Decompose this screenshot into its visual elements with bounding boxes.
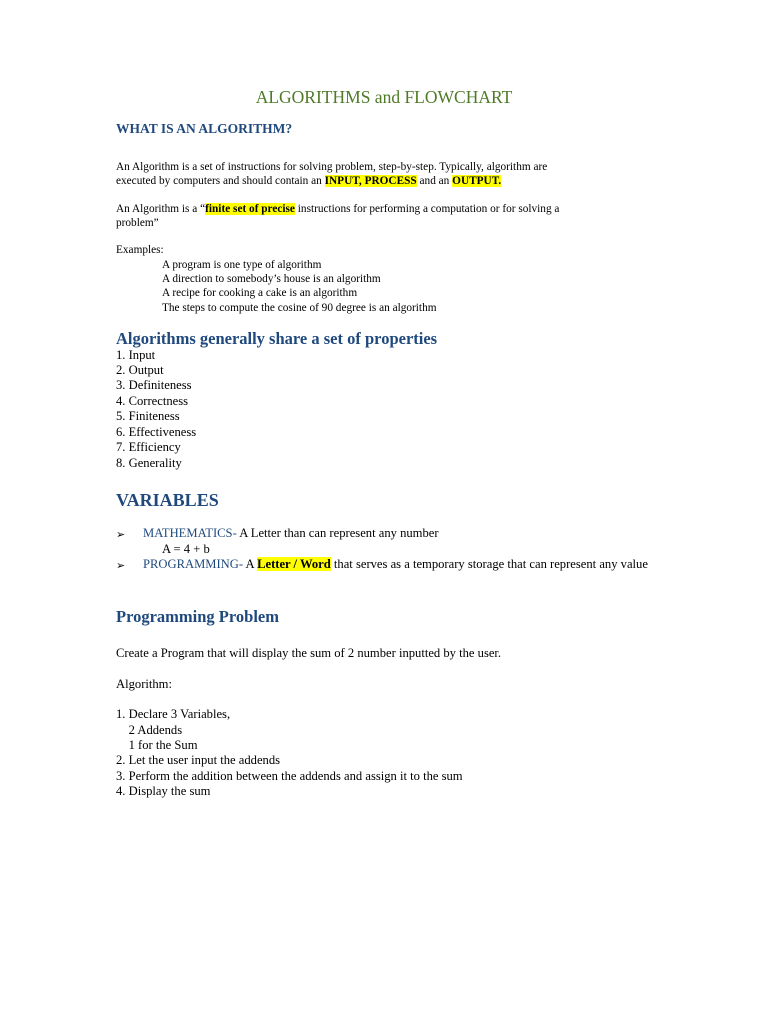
property-item: 6. Effectiveness [116, 425, 197, 439]
definition-text-and: and an [416, 175, 453, 187]
heading-programming-problem: Programming Problem [116, 607, 279, 626]
math-label: MATHEMATICS- [143, 526, 237, 540]
definition-text: executed by computers and should contain an [116, 175, 325, 187]
example-item: A recipe for cooking a cake is an algorithm [162, 287, 358, 299]
math-example: A = 4 + b [162, 542, 210, 556]
bullet-arrow-icon: ➢ [116, 529, 126, 541]
highlight-output: OUTPUT. [452, 175, 502, 187]
prog-pre: A [243, 557, 258, 571]
page-title: ALGORITHMS and FLOWCHART [255, 87, 513, 107]
definition-2-line-1 [116, 202, 559, 217]
variable-prog-line [143, 557, 651, 572]
math-text: A Letter than can represent any number [236, 526, 439, 540]
property-item: 8. Generality [116, 456, 182, 470]
algorithm-step: 4. Display the sum [116, 784, 211, 798]
highlight-input-process: INPUT, PROCESS [324, 175, 417, 187]
bullet-arrow-icon: ➢ [116, 560, 126, 572]
algorithm-step: 2 Addends [116, 723, 183, 737]
property-item: 2. Output [116, 363, 164, 377]
example-item: A direction to somebody’s house is an algorithm [162, 273, 381, 285]
definition-2-rest: instructions for performing a computation or for solving a [294, 203, 560, 215]
algorithm-step: 2. Let the user input the addends [116, 753, 281, 767]
property-item: 7. Efficiency [116, 440, 181, 454]
algorithm-step: 3. Perform the addition between the addends and assign it to the sum [116, 769, 463, 783]
definition-2-text: An Algorithm is a “ [116, 203, 206, 215]
problem-statement: Create a Program that will display the sum of 2 number inputted by the user. [116, 646, 502, 660]
property-item: 5. Finiteness [116, 409, 180, 423]
algorithm-step: 1. Declare 3 Variables, [116, 707, 231, 721]
example-item: The steps to compute the cosine of 90 degree is an algorithm [162, 302, 437, 314]
property-item: 1. Input [116, 348, 156, 362]
definition-2-line-2: problem” [116, 217, 159, 229]
prog-text: that serves as a temporary storage that can represent any value [330, 557, 648, 571]
example-item: A program is one type of algorithm [162, 259, 322, 271]
variable-math-line [143, 526, 439, 541]
algorithm-step: 1 for the Sum [116, 738, 198, 752]
highlight-finite-set: finite set of precise [205, 203, 295, 215]
definition-line-2 [116, 174, 501, 189]
property-item: 4. Correctness [116, 394, 189, 408]
heading-what-is-algorithm: WHAT IS AN ALGORITHM? [116, 121, 293, 136]
highlight-letter-word: Letter / Word [257, 557, 331, 571]
prog-label: PROGRAMMING- [143, 557, 244, 571]
heading-properties: Algorithms generally share a set of properties [116, 329, 438, 348]
examples-label: Examples: [116, 244, 164, 256]
definition-line-1: An Algorithm is a set of instructions for solving problem, step-by-step. Typically, algorithm are [116, 161, 548, 173]
algorithm-label: Algorithm: [116, 677, 172, 691]
heading-variables: VARIABLES [116, 490, 219, 510]
property-item: 3. Definiteness [116, 378, 192, 392]
